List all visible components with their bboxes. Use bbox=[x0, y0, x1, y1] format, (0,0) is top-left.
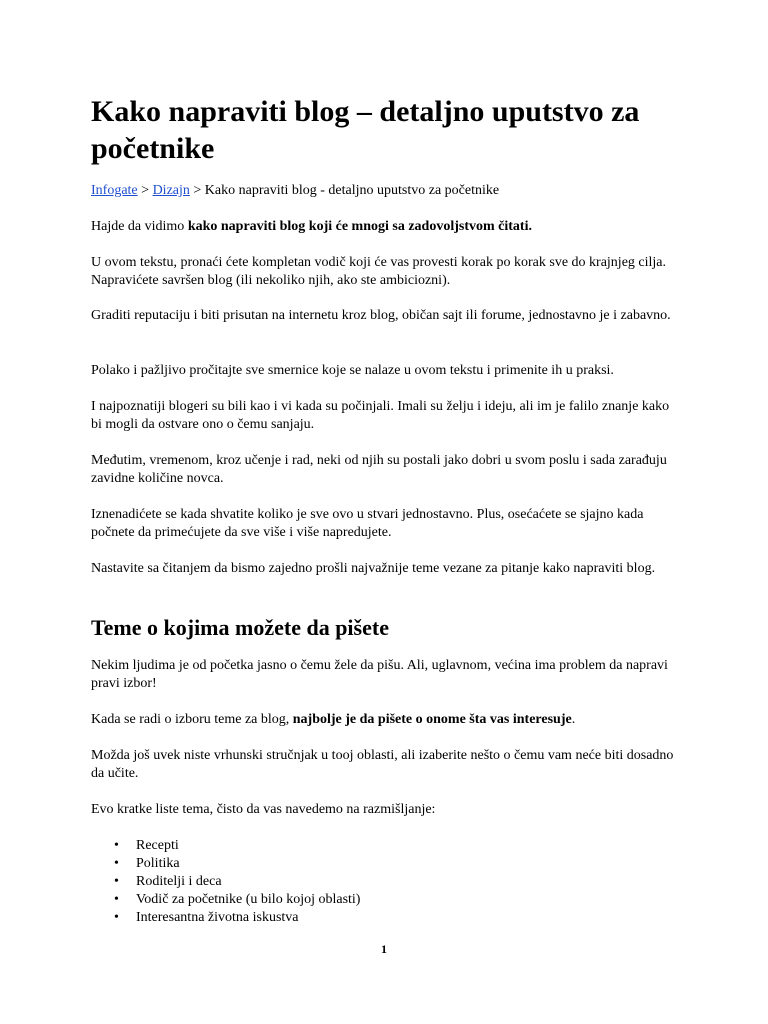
paragraph: Nekim ljudima je od početka jasno o čemu žele da pišu. Ali, uglavnom, većina ima problem da napravi pravi izbor! bbox=[91, 658, 668, 691]
section-paragraph-bold bbox=[91, 711, 681, 729]
breadcrumb-link-dizajn[interactable]: Dizajn bbox=[152, 183, 190, 198]
paragraph: Nastavite sa čitanjem da bismo zajedno prošli najvažnije teme vezane za pitanje kako napraviti blog. bbox=[91, 561, 656, 576]
paragraph: U ovom tekstu, pronaći ćete kompletan vodič koji će vas provesti korak po korak sve do krajnjeg cilja. Napravićete savršen blog (ili nekoliko njih, ako ste ambiciozni). bbox=[91, 255, 667, 288]
list-item: • Vodič za početnike (u bilo kojoj oblasti) bbox=[91, 891, 360, 909]
breadcrumb-current: Kako napraviti blog - detaljno uputstvo za početnike bbox=[204, 183, 500, 198]
paragraph: Graditi reputaciju i biti prisutan na internetu kroz blog, običan sajt ili forume, jednostavno je i zabavno. bbox=[91, 308, 671, 323]
paragraph: Možda još uvek niste vrhunski stručnjak u tooj oblasti, ali izaberite nešto o čemu vam neće biti dosadno da učite. bbox=[91, 748, 674, 781]
breadcrumb-separator: > bbox=[189, 183, 205, 198]
section-bold-text: najbolje je da pišete o onome šta vas interesuje bbox=[292, 712, 572, 727]
topic-list bbox=[91, 837, 360, 927]
section-text: . bbox=[571, 712, 576, 727]
paragraph: Evo kratke liste tema, čisto da vas navedemo na razmišljanje: bbox=[91, 802, 436, 817]
list-item: • Roditelji i deca bbox=[91, 873, 360, 891]
page-number: 1 bbox=[381, 942, 387, 956]
section-text: Kada se radi o izboru teme za blog, bbox=[91, 712, 293, 727]
list-item: • Interesantna životna iskustva bbox=[91, 909, 360, 927]
paragraph: I najpoznatiji blogeri su bili kao i vi kada su počinjali. Imali su želju i ideju, ali im je falilo znanje kako bi mogli da ostvare ono o čemu sanjaju. bbox=[91, 399, 670, 432]
breadcrumb-link-infogate[interactable]: Infogate bbox=[91, 183, 138, 198]
section-heading: Teme o kojima možete da pišete bbox=[91, 615, 389, 640]
list-item: • Politika bbox=[91, 855, 360, 873]
paragraph: Iznenadićete se kada shvatite koliko je sve ovo u stvari jednostavno. Plus, osećaćete se sjajno kada počnete da primećujete da sve više i više napredujete. bbox=[91, 507, 644, 540]
breadcrumb bbox=[91, 182, 499, 200]
paragraph: Polako i pažljivo pročitajte sve smernice koje se nalaze u ovom tekstu i primenite ih u praksi. bbox=[91, 363, 614, 378]
paragraph: Međutim, vremenom, kroz učenje i rad, neki od njih su postali jako dobri u svom poslu i sada zarađuju zavidne količine novca. bbox=[91, 453, 667, 486]
page-title: Kako napraviti blog – detaljno uputstvo za početnike bbox=[91, 95, 640, 165]
breadcrumb-separator: > bbox=[137, 183, 153, 198]
list-item: • Recepti bbox=[91, 837, 360, 855]
intro-paragraph bbox=[91, 218, 681, 236]
intro-bold-text: kako napraviti blog koji će mnogi sa zadovoljstvom čitati. bbox=[187, 219, 532, 234]
intro-text: Hajde da vidimo bbox=[91, 219, 188, 234]
